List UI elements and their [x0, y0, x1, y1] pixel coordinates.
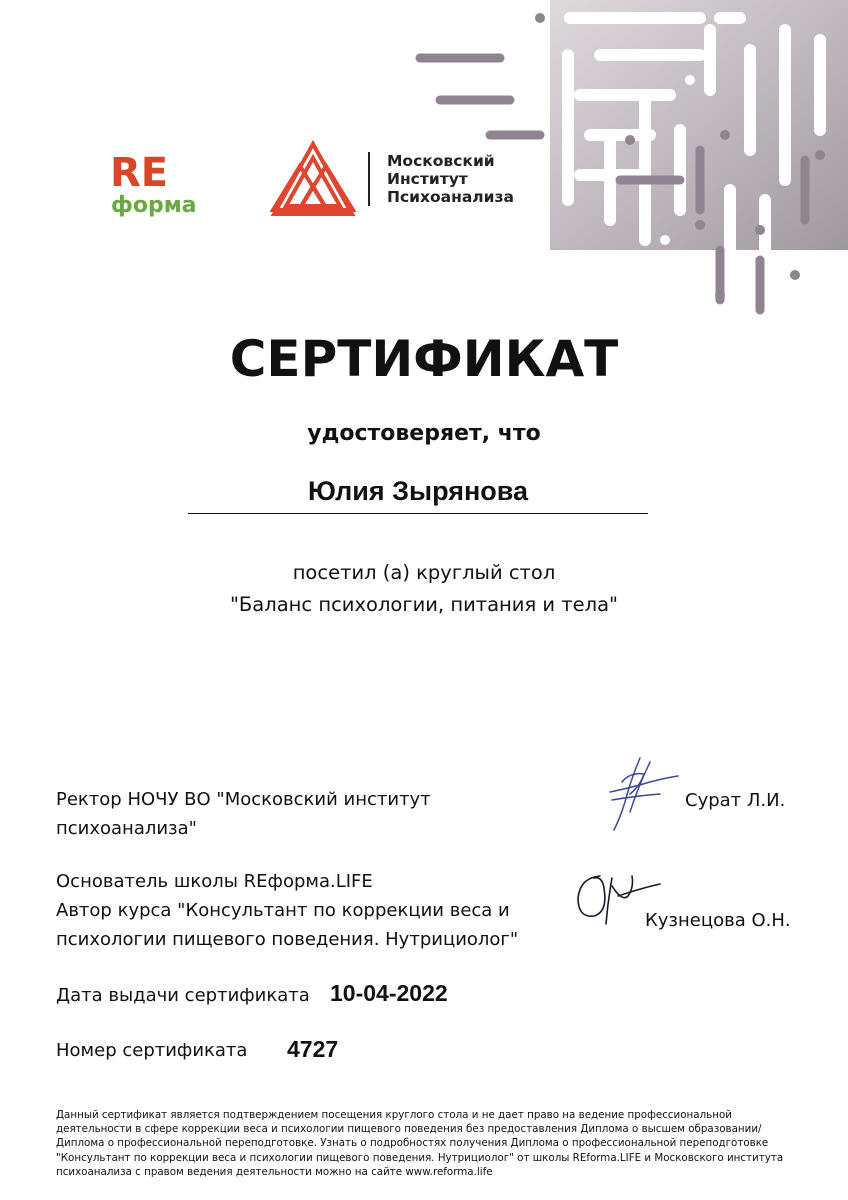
certificate-subtitle: удостоверяет, что: [307, 421, 541, 446]
disclaimer-text: [56, 1108, 816, 1179]
reforma-logo: [108, 148, 204, 218]
recipient-underline: [188, 513, 648, 514]
signatory-role-line: Автор курса "Консультант по коррекции веса и: [56, 900, 510, 921]
disclaimer-line: деятельности в сфере коррекции веса и психологии пищевого поведения без предоставления Диплома о высшем образовании/: [56, 1123, 762, 1136]
signature-surat: [600, 752, 680, 832]
logo-divider: [368, 152, 370, 206]
institute-name-line: Институт: [387, 170, 468, 188]
signatory-role-line: Основатель школы REформа.LIFE: [56, 871, 373, 892]
signatory-role-line: психологии пищевого поведения. Нутрициолог": [56, 929, 519, 950]
disclaimer-line: Диплома о профессиональной переподготовке. Узнать о подробностях получения Диплома о профессиональной переподготовке: [56, 1137, 769, 1150]
event-description: [0, 557, 848, 621]
signatory-name: Кузнецова О.Н.: [645, 910, 791, 931]
certificate-number-value: 4727: [287, 1036, 339, 1062]
issue-date-value: 10-04-2022: [330, 980, 448, 1006]
event-title: "Баланс психологии, питания и тела": [229, 593, 619, 616]
signatory-name: Сурат Л.И.: [685, 790, 786, 811]
institute-name-line: Московский: [387, 152, 495, 170]
svg-text:RE: RE: [110, 150, 169, 196]
disclaimer-line: Данный сертификат является подтверждением посещения круглого стола и не дает право на ведение профессиональной: [56, 1109, 732, 1121]
institute-name-line: Психоанализа: [387, 188, 514, 206]
disclaimer-line: психоанализа с правом ведения деятельности можно на сайте www.reforma.life: [56, 1165, 493, 1178]
event-line: посетил (а) круглый стол: [292, 561, 556, 584]
institute-name: [387, 152, 514, 206]
signatory-role-line: психоанализа": [56, 818, 197, 839]
disclaimer-line: "Консультант по коррекции веса и психологии пищевого поведения. Нутрициолог" от школы REforma.LIFE и Московского института: [56, 1151, 784, 1164]
recipient-name: Юлия Зырянова: [307, 476, 529, 506]
issue-date-label: Дата выдачи сертификата: [56, 985, 310, 1006]
signatory-role: [56, 867, 518, 954]
signatory-role: [56, 785, 431, 843]
institute-emblem-icon: [270, 140, 356, 218]
signatory-role-line: Ректор НОЧУ ВО "Московский институт: [56, 789, 431, 810]
certificate-title: СЕРТИФИКАТ: [229, 330, 619, 388]
certificate-number-label: Номер сертификата: [56, 1040, 248, 1061]
svg-text:форма: форма: [111, 193, 197, 218]
